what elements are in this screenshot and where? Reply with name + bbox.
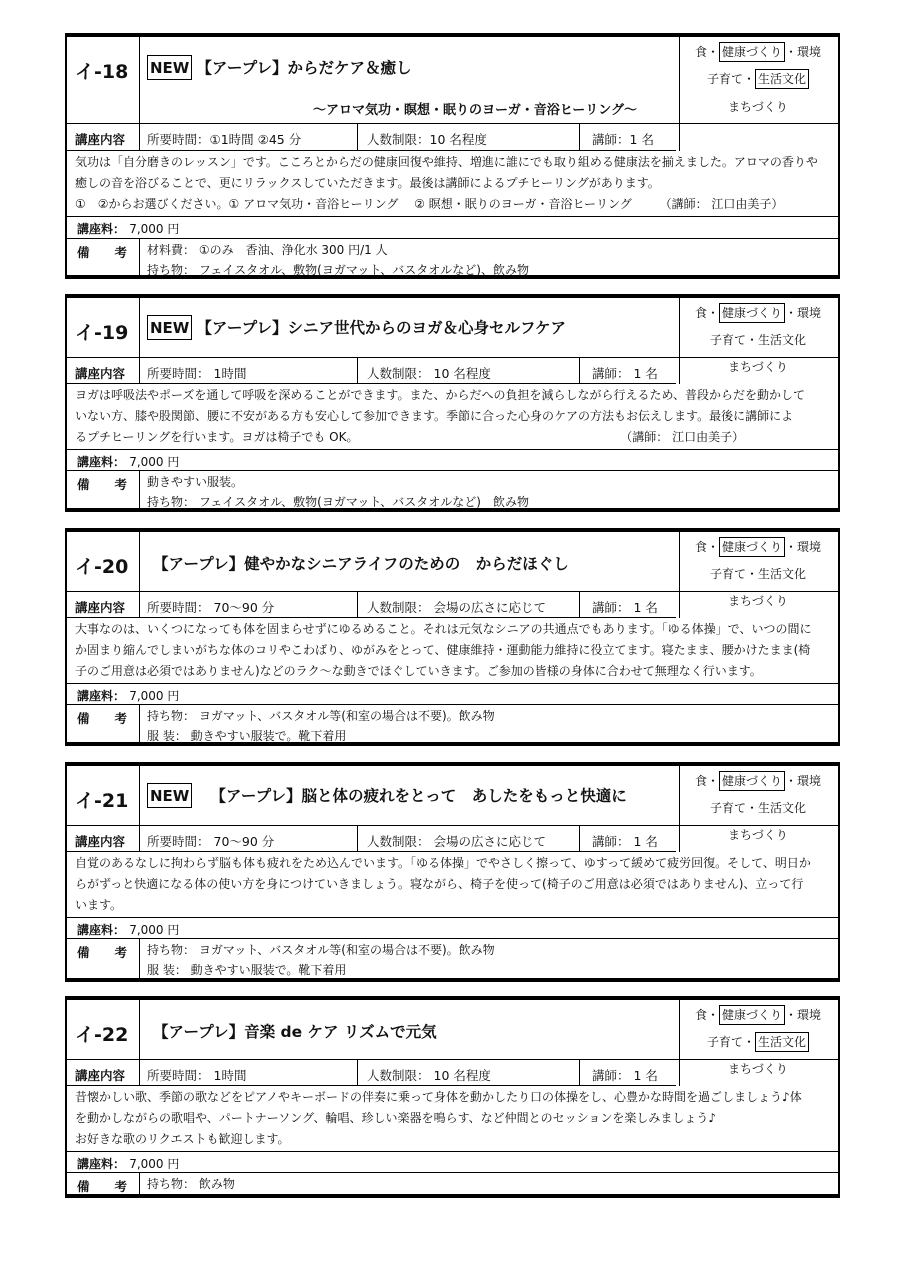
instructor-info: 講師： 1 名: [592, 600, 658, 615]
course-title-text: 【アープレ】脳と体の疲れをとって あしたをもっと快適に: [210, 787, 627, 805]
content-label: 講座内容: [75, 366, 126, 381]
note-line: 服 装： 動きやすい服装で。靴下着用: [147, 963, 347, 977]
note-line: 持ち物： フェイスタオル、敷物(ヨガマット、バスタオルなど)、飲み物: [147, 263, 529, 277]
instructor-info: 講師： 1 名: [592, 834, 658, 849]
desc-line: らがずっと快適になる体の使い方を身につけていきましょう。寝ながら、椅子を使って(椅子のご用意は必須ではありません)、立って行: [75, 877, 804, 891]
new-badge: NEW: [147, 55, 192, 80]
desc-line: 癒しの音を浴びることで、更にリラックスしていただきます。最後は講師によるプチヒーリングがあります。: [75, 176, 660, 190]
fee-row: 講座料： 7,000 円: [67, 450, 838, 471]
course-card-i18: [65, 33, 840, 279]
remarks-label: 備 考: [77, 711, 127, 726]
fee-value: 7,000 円: [129, 689, 180, 703]
course-card-i20: [65, 528, 840, 746]
remarks-label: 備 考: [77, 477, 127, 492]
category-tags: 食・ 健康づくり ・環境 子育て・ 生活文化 まちづくり: [678, 1000, 838, 1086]
remarks-label: 備 考: [77, 1179, 127, 1194]
desc-line: 気功は「自分磨きのレッスン」です。こころとからだの健康回復や維持、増進に誰にでも取り組める健康法を揃えました。アロマの香りや: [75, 155, 818, 169]
course-info-row: [67, 592, 676, 618]
tag-town: まちづくり: [728, 100, 788, 114]
instructor-info: 講師：1 名: [592, 132, 654, 147]
course-subtitle: ～アロマ気功・瞑想・眠りのヨーガ・音浴ヒーリング～: [313, 103, 637, 118]
course-description: [67, 151, 838, 217]
course-info-row: [67, 124, 676, 151]
remarks-row: [67, 1173, 838, 1198]
fee-value: 7,000 円: [129, 222, 180, 236]
desc-line: か固まり縮んでしまいがちな体のコリやこわばり、ゆがみをとって、健康維持・運動能力維持に役立てます。寝たまま、腰かけたまま(椅: [75, 643, 811, 657]
course-description: [67, 618, 838, 684]
desc-line: るプチヒーリングを行います。ヨガは椅子でも OK。 （講師： 江口由美子）: [75, 430, 745, 444]
note-line: 持ち物： 飲み物: [147, 1177, 235, 1191]
desc-line: 自覚のあるなしに拘わらず脳も体も疲れをため込んでいます。「ゆる体操」でやさしく擦って、ゆすって緩めて疲労回復。そして、明日か: [75, 856, 811, 870]
desc-line: ヨガは呼吸法やポーズを通して呼吸を深めることができます。また、からだへの負担を減らしながら行えるため、普段からだを動かして: [75, 388, 805, 402]
instructor-info: 講師： 1 名: [592, 1068, 658, 1083]
time-info: 所要時間： 1時間: [147, 1068, 247, 1083]
time-info: 所要時間： 70～90 分: [147, 600, 275, 615]
tag-food: 食・: [694, 45, 719, 59]
note-line: 持ち物： ヨガマット、バスタオル等(和室の場合は不要)。飲み物: [147, 709, 495, 723]
tag-child: 子育て・: [706, 72, 755, 86]
course-code: イ-22: [75, 1024, 129, 1046]
note-line: 持ち物： ヨガマット、バスタオル等(和室の場合は不要)。飲み物: [147, 943, 495, 957]
course-info-row: [67, 358, 676, 384]
desc-line: 大事なのは、いくつになっても体を固まらせずにゆるめること。それは元気なシニアの共通点でもあります。「ゆる体操」で、いつの間に: [75, 622, 812, 636]
note-line: 動きやすい服装。: [147, 475, 244, 489]
course-title: [147, 315, 566, 340]
course-code: イ-19: [75, 322, 129, 344]
capacity-info: 人数制限： 会場の広さに応じて: [367, 600, 547, 615]
tag-life: 生活文化: [755, 69, 809, 89]
note-line: 服 装： 動きやすい服装で。靴下着用: [147, 729, 347, 743]
new-badge: NEW: [147, 783, 192, 808]
category-tags: 食・ 健康づくり ・環境 子育て・生活文化 まちづくり: [678, 298, 838, 384]
fee-row: 講座料： 7,000 円: [67, 918, 838, 939]
category-tags: [678, 37, 838, 151]
fee-row: 講座料： 7,000 円: [67, 684, 838, 705]
course-code: イ-21: [75, 790, 129, 812]
course-title: [147, 55, 412, 80]
capacity-info: 人数制限： 10 名程度: [367, 1068, 491, 1083]
category-tags: 食・ 健康づくり ・環境 子育て・生活文化 まちづくり: [678, 532, 838, 618]
content-label: 講座内容: [75, 132, 126, 147]
course-info-row: [67, 1060, 676, 1086]
fee-label: 講座料：: [77, 222, 126, 236]
remarks-row: [67, 705, 838, 745]
course-code: イ-20: [75, 556, 129, 578]
desc-line: いない方、膝や股関節、腰に不安がある方も安心して参加できます。季節に合った心身のケアの方法もお伝えします。最後に講師によ: [75, 409, 794, 423]
course-title-text: 【アープレ】シニア世代からのヨガ＆心身セルフケア: [196, 319, 567, 337]
new-badge: NEW: [147, 315, 192, 340]
remarks-label: 備 考: [77, 245, 127, 260]
fee-value: 7,000 円: [129, 455, 180, 469]
tag-health: 健康づくり: [719, 42, 785, 62]
instructor-info: 講師： 1 名: [592, 366, 658, 381]
desc-line: います。: [75, 898, 123, 912]
desc-line: お好きな歌のリクエストも歓迎します。: [75, 1132, 290, 1146]
course-code: イ-18: [75, 61, 129, 83]
remarks-row: [67, 939, 838, 979]
course-description: [67, 384, 838, 450]
category-tags: 食・ 健康づくり ・環境 子育て・生活文化 まちづくり: [678, 766, 838, 852]
course-title: 【アープレ】音楽 de ケア リズムで元気: [153, 1023, 437, 1041]
fee-value: 7,000 円: [129, 923, 180, 937]
remarks-row: [67, 471, 838, 511]
capacity-info: 人数制限：10 名程度: [367, 132, 487, 147]
fee-row: 講座料： 7,000 円: [67, 1152, 838, 1173]
desc-line: を動かしながらの歌唱や、パートナーソング、輪唱、珍しい楽器を鳴らす、など仲間とのセッションを楽しみましょう♪: [75, 1111, 717, 1125]
desc-line: 子のご用意は必須ではありません)などのラク～な動きでほぐしていきます。ご参加の皆様の身体に合わせて無理なく行います。: [75, 664, 762, 678]
remarks-row: [67, 239, 838, 279]
remarks-label: 備 考: [77, 945, 127, 960]
course-title-text: 【アープレ】からだケア＆癒し: [196, 59, 412, 77]
course-description: [67, 1086, 838, 1152]
course-card-i21: [65, 762, 840, 982]
fee-value: 7,000 円: [129, 1157, 180, 1171]
note-line: 材料費： ①のみ 香油、浄化水 300 円/1 人: [147, 243, 388, 257]
fee-row: [67, 217, 838, 239]
time-info: 所要時間：①1時間 ②45 分: [147, 132, 302, 147]
content-label: 講座内容: [75, 834, 126, 849]
course-card-i22: [65, 996, 840, 1198]
course-title: [147, 783, 627, 808]
capacity-info: 人数制限： 会場の広さに応じて: [367, 834, 547, 849]
capacity-info: 人数制限： 10 名程度: [367, 366, 491, 381]
course-card-i19: [65, 294, 840, 512]
course-info-row: [67, 826, 676, 852]
desc-line: ① ②からお選びください。① アロマ気功・音浴ヒーリング ② 瞑想・眠りのヨーガ・音浴ヒーリング （講師： 江口由美子）: [75, 197, 784, 211]
desc-line: 昔懐かしい歌、季節の歌などをピアノやキーボードの伴奏に乗って身体を動かしたり口の体操をし、心豊かな時間を過ごしましょう♪体: [75, 1090, 802, 1104]
tag-env: ・環境: [785, 45, 822, 59]
content-label: 講座内容: [75, 600, 126, 615]
time-info: 所要時間： 1時間: [147, 366, 247, 381]
course-title: 【アープレ】健やかなシニアライフのための からだほぐし: [153, 555, 569, 573]
content-label: 講座内容: [75, 1068, 126, 1083]
course-description: [67, 852, 838, 918]
time-info: 所要時間： 70～90 分: [147, 834, 275, 849]
note-line: 持ち物： フェイスタオル、敷物(ヨガマット、バスタオルなど) 飲み物: [147, 495, 529, 509]
